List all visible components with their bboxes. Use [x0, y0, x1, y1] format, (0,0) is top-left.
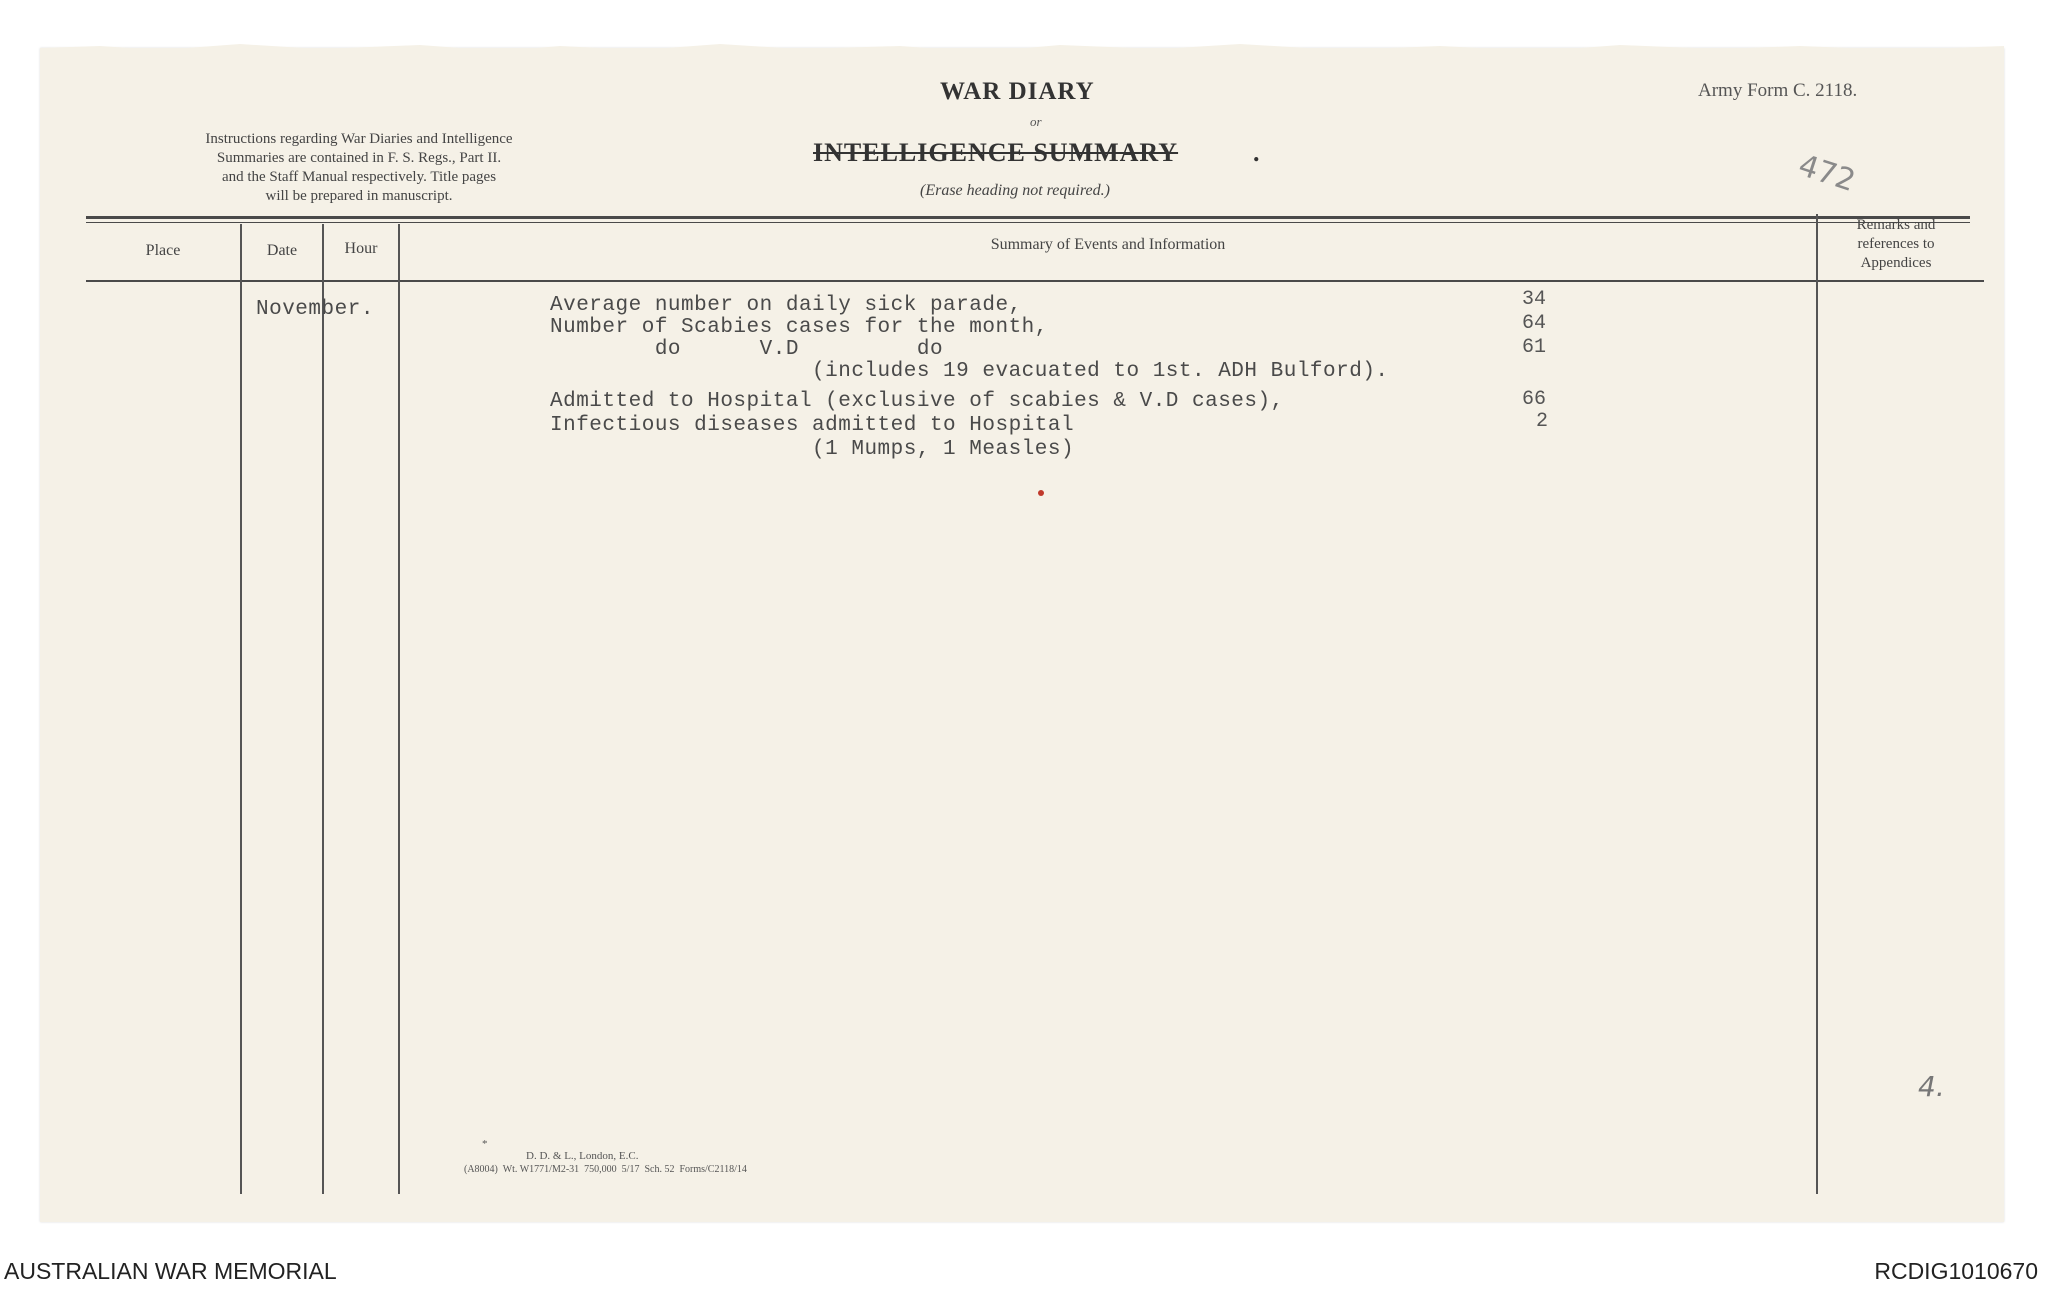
entry-line: Average number on daily sick parade,: [550, 294, 1022, 317]
entry-line: Admitted to Hospital (exclusive of scabies & V.D cases),: [550, 390, 1284, 413]
column-divider-date: [322, 224, 324, 1194]
erase-note: (Erase heading not required.): [920, 182, 1110, 199]
title-period: .: [1253, 138, 1261, 167]
entry-value: 34: [1522, 288, 1547, 311]
column-divider-hour: [398, 224, 400, 1194]
column-header-hour: Hour: [344, 240, 378, 257]
diary-page: [40, 48, 2004, 1222]
entry-line: Infectious diseases admitted to Hospital: [550, 414, 1075, 437]
printer-imprint-line1: D. D. & L., London, E.C.: [526, 1150, 639, 1162]
or-word: or: [1030, 114, 1042, 129]
diary-title: WAR DIARY: [940, 78, 1095, 105]
instructions-block: [134, 130, 584, 206]
header-bottom-rule: [86, 280, 1984, 282]
header-top-rule: [86, 216, 1970, 219]
handwritten-folio-number: 4.: [1918, 1070, 1945, 1103]
remarks-header-line: Appendices: [1860, 255, 1932, 271]
handwritten-page-number: 472: [1794, 148, 1860, 199]
entry-value: 61: [1522, 336, 1547, 359]
torn-top-edge: [40, 40, 2004, 58]
entry-date: November.: [256, 298, 374, 321]
entry-value: 2: [1536, 410, 1549, 433]
remarks-header-line: Remarks and: [1856, 217, 1936, 233]
instructions-line: Summaries are contained in F. S. Regs., Part II.: [216, 150, 502, 166]
column-divider-place: [240, 224, 242, 1194]
entry-line: do V.D do: [550, 338, 944, 361]
instructions-line: and the Staff Manual respectively. Title pages: [221, 169, 497, 185]
entry-line: Number of Scabies cases for the month,: [550, 316, 1048, 339]
instructions-line: Instructions regarding War Diaries and Intelligence: [205, 131, 513, 147]
column-divider-remarks: [1816, 214, 1818, 1194]
header-top-rule-thin: [86, 222, 1970, 223]
archive-caption-left: AUSTRALIAN WAR MEMORIAL: [4, 1258, 337, 1284]
remarks-header-line: references to: [1857, 236, 1935, 252]
column-header-remarks: [1818, 216, 1974, 273]
form-number: Army Form C. 2118.: [1698, 80, 1858, 101]
instructions-line: will be prepared in manuscript.: [265, 188, 453, 204]
column-header-date: Date: [266, 242, 298, 259]
intelligence-summary-title: INTELLIGENCE SUMMARY: [813, 138, 1179, 167]
entry-value: 64: [1522, 312, 1547, 335]
entry-line: (1 Mumps, 1 Measles): [550, 438, 1075, 461]
entry-line: (includes 19 evacuated to 1st. ADH Bulford).: [550, 360, 1389, 383]
entry-value: 66: [1522, 388, 1547, 411]
column-header-place: Place: [145, 242, 181, 259]
footer-asterisk: *: [482, 1138, 488, 1150]
column-header-summary: Summary of Events and Information: [990, 236, 1226, 253]
red-ink-dot: [1038, 490, 1044, 496]
printer-imprint-line2: (A8004) Wt. W1771/M2-31 750,000 5/17 Sch. 52 Forms/C2118/14: [464, 1164, 747, 1175]
archive-caption-right: RCDIG1010670: [1874, 1258, 2038, 1284]
